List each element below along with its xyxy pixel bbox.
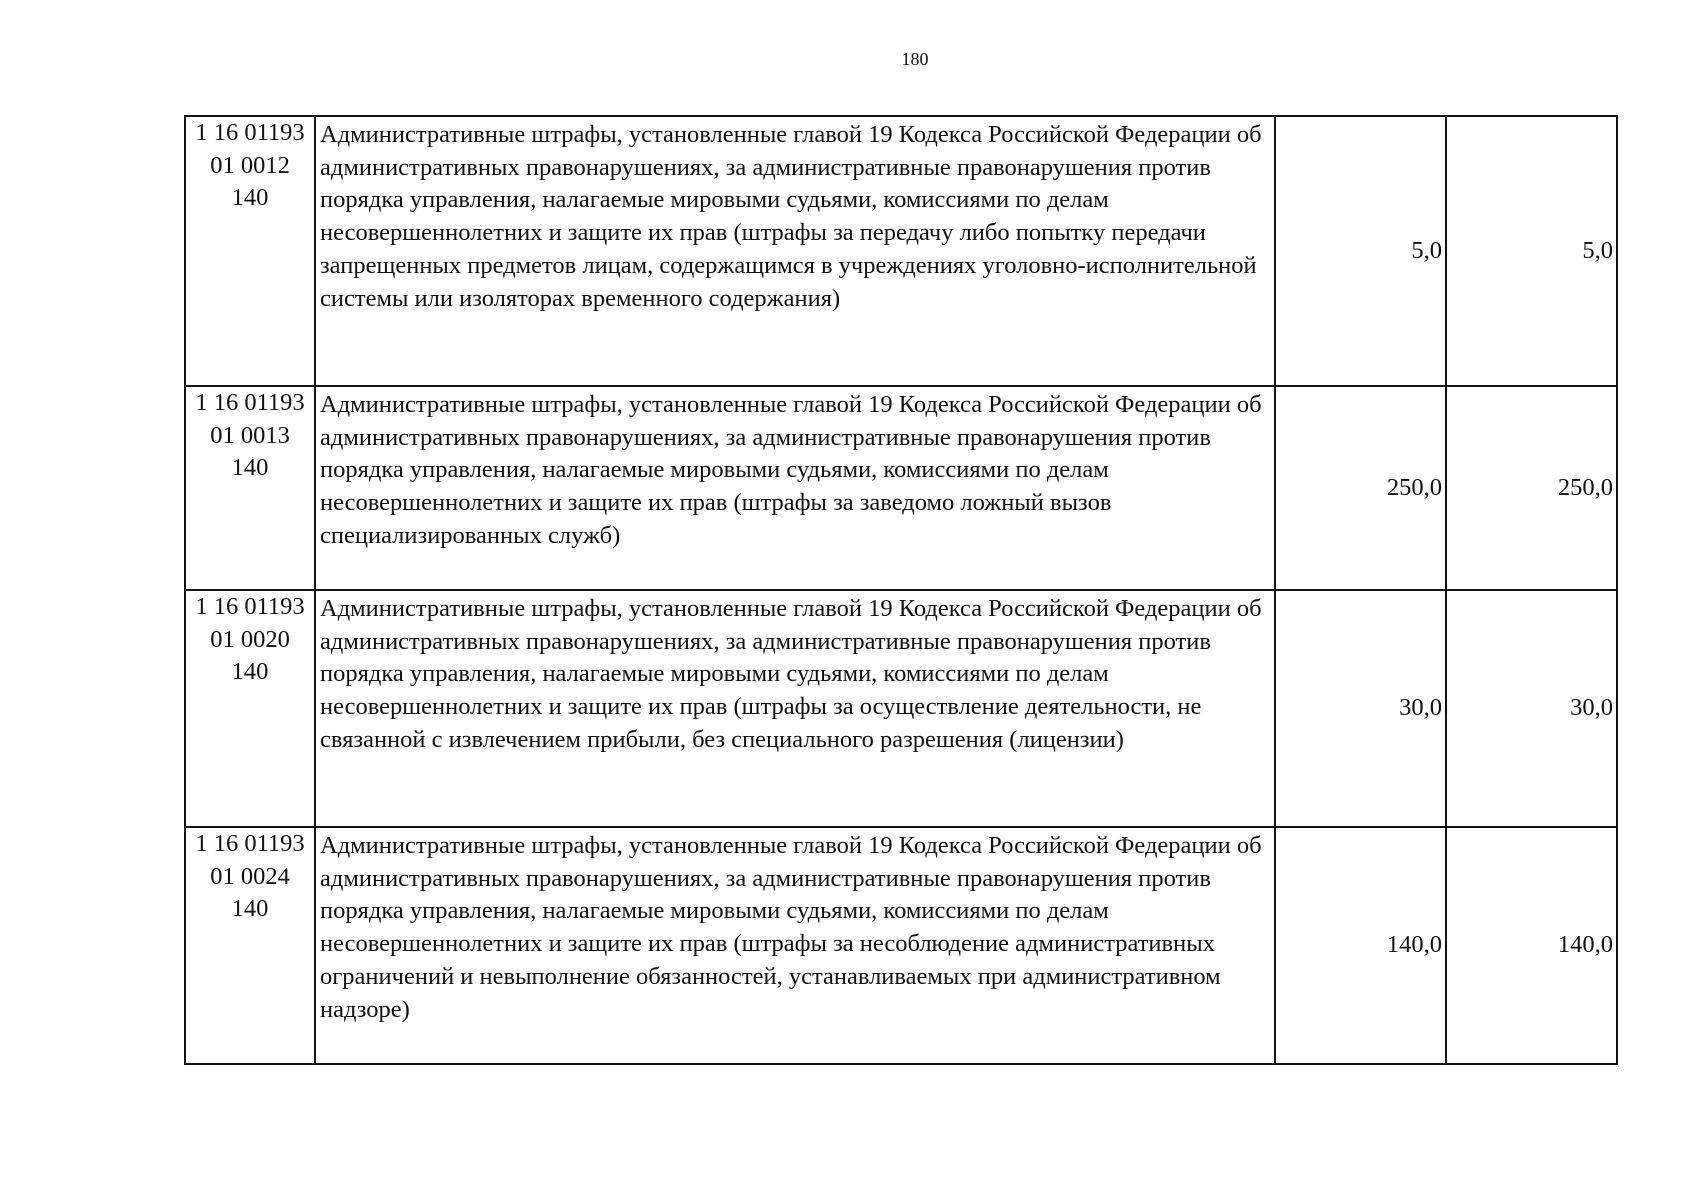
budget-table xyxy=(184,115,1618,1065)
code-line: 1 16 01193 xyxy=(195,830,305,857)
classification-code-cell xyxy=(185,590,315,827)
code-line: 140 xyxy=(231,184,269,212)
code-line: 01 0012 xyxy=(210,151,290,179)
code-line: 140 xyxy=(231,454,269,482)
amount-cell-1: 30,0 xyxy=(1275,590,1446,827)
code-line: 1 16 01193 xyxy=(195,593,305,620)
description-cell: Административные штрафы, установленные главой 19 Кодекса Российской Федерации об административных правонарушениях, за административные правонарушения против порядка управления, налагаемые мировыми судьями, комиссиями по делам несовершеннолетних и защите их прав (штрафы за осуществление деятельности, не связанной с извлечением прибыли, без специального разрешения (лицензии) xyxy=(315,590,1275,827)
amount-cell-1: 5,0 xyxy=(1275,116,1446,386)
code-line: 140 xyxy=(231,658,269,686)
code-line: 01 0013 xyxy=(210,421,290,449)
page-number: 180 xyxy=(901,49,929,69)
code-line: 140 xyxy=(231,895,269,923)
code-line: 1 16 01193 xyxy=(195,389,305,416)
table-row xyxy=(185,386,1617,590)
amount-cell-2: 30,0 xyxy=(1446,590,1617,827)
table-row xyxy=(185,827,1617,1064)
classification-code-cell xyxy=(185,827,315,1064)
classification-code-cell xyxy=(185,116,315,386)
code-line: 01 0024 xyxy=(210,862,290,890)
description-cell: Административные штрафы, установленные главой 19 Кодекса Российской Федерации об административных правонарушениях, за административные правонарушения против порядка управления, налагаемые мировыми судьями, комиссиями по делам несовершеннолетних и защите их прав (штрафы за несоблюдение административных ограничений и невыполнение обязанностей, устанавливаемых при административном надзоре) xyxy=(315,827,1275,1064)
amount-cell-1: 140,0 xyxy=(1275,827,1446,1064)
description-cell: Административные штрафы, установленные главой 19 Кодекса Российской Федерации об административных правонарушениях, за административные правонарушения против порядка управления, налагаемые мировыми судьями, комиссиями по делам несовершеннолетних и защите их прав (штрафы за передачу либо попытку передачи запрещенных предметов лицам, содержащимся в учреждениях уголовно-исполнительной системы или изоляторах временного содержания) xyxy=(315,116,1275,386)
classification-code-cell xyxy=(185,386,315,590)
code-line: 01 0020 xyxy=(210,625,290,653)
amount-cell-2: 250,0 xyxy=(1446,386,1617,590)
amount-cell-2: 140,0 xyxy=(1446,827,1617,1064)
amount-cell-2: 5,0 xyxy=(1446,116,1617,386)
table-row xyxy=(185,590,1617,827)
code-line: 1 16 01193 xyxy=(195,119,305,146)
table-row xyxy=(185,116,1617,386)
description-cell: Административные штрафы, установленные главой 19 Кодекса Российской Федерации об административных правонарушениях, за административные правонарушения против порядка управления, налагаемые мировыми судьями, комиссиями по делам несовершеннолетних и защите их прав (штрафы за заведомо ложный вызов специализированных служб) xyxy=(315,386,1275,590)
amount-cell-1: 250,0 xyxy=(1275,386,1446,590)
